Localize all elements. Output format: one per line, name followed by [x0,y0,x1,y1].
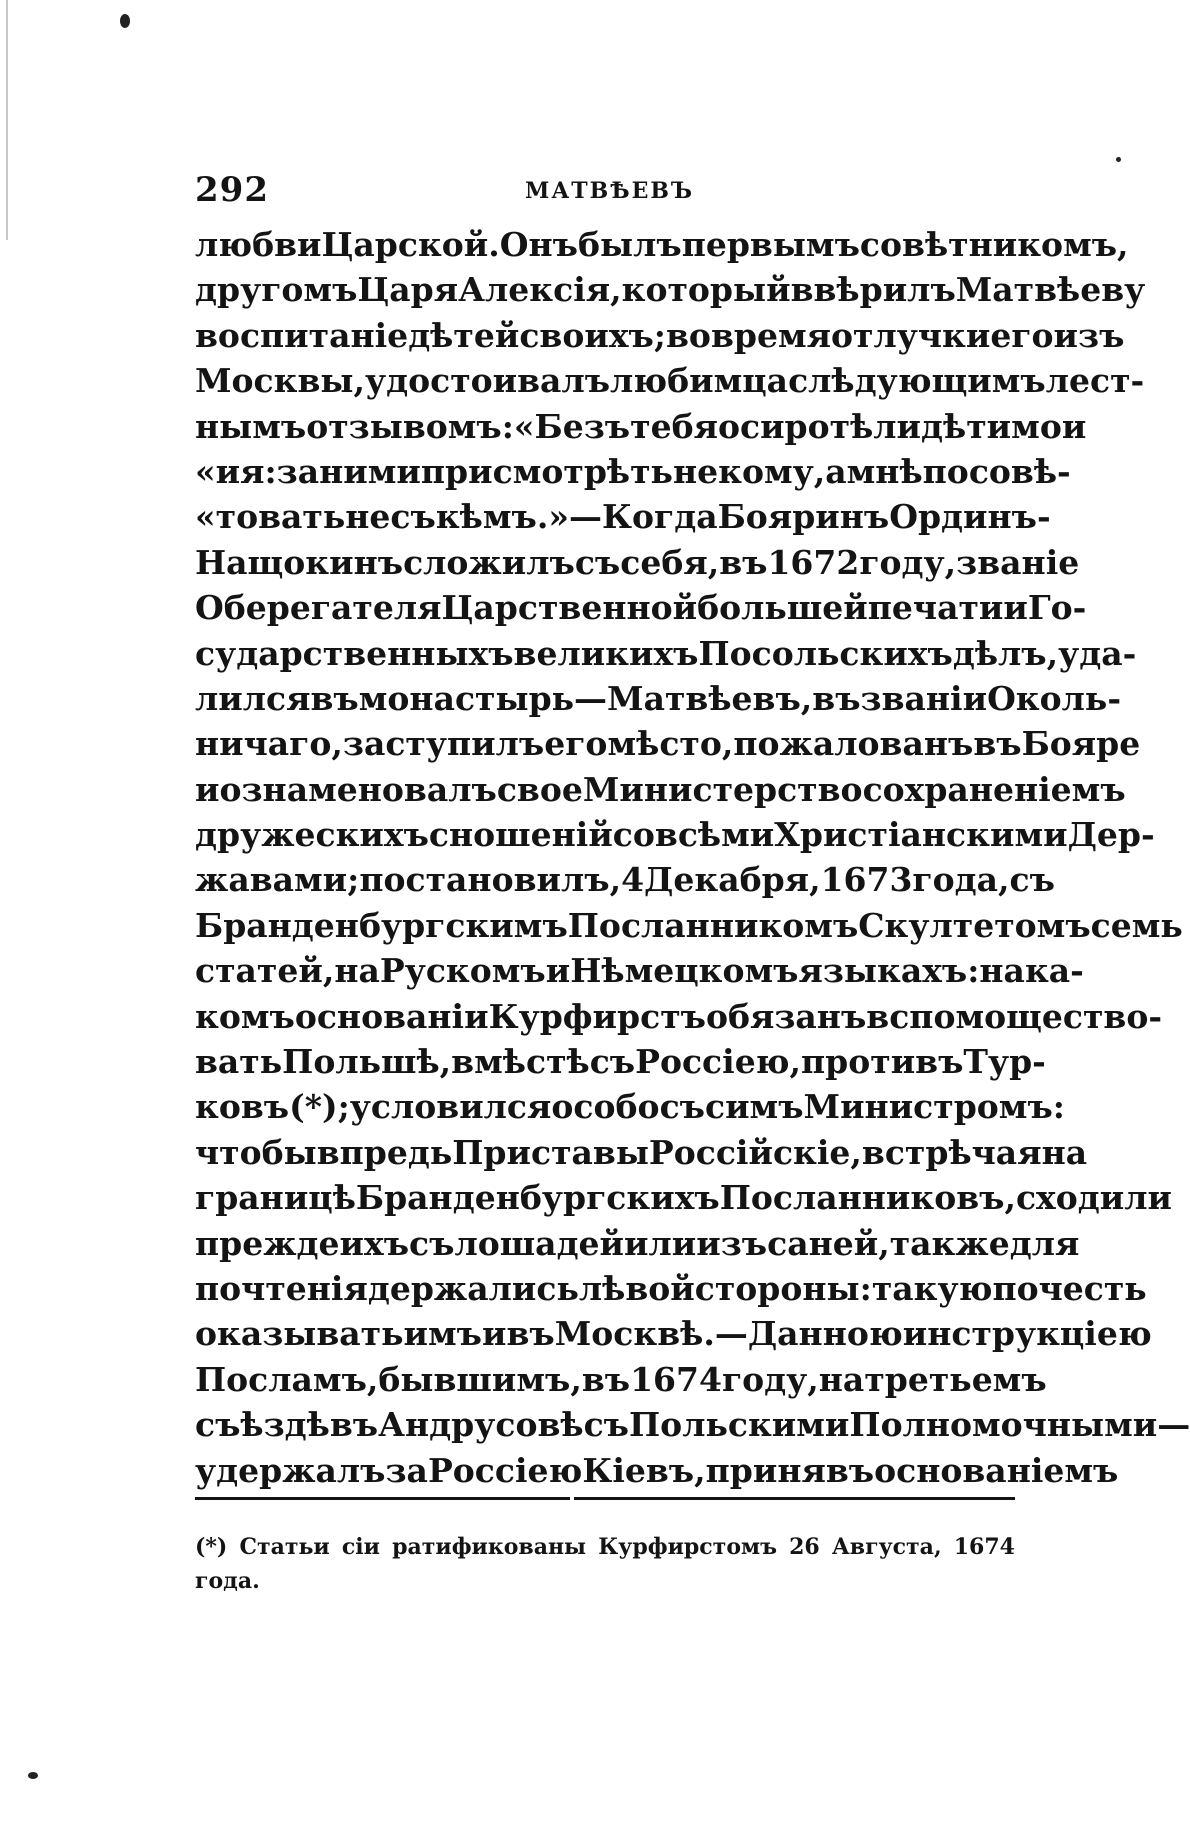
word: удостоивалъ [364,361,611,401]
word: сохраненіемъ [862,769,1126,809]
word: съ [390,497,436,537]
word: Посланниковъ, [719,1178,1016,1218]
text-line [195,1448,1119,1493]
word: также [889,1223,1010,1263]
word: почесть [992,1268,1147,1308]
word: изъ [696,1223,768,1263]
footnote [195,1530,1015,1598]
word: и [482,1314,507,1354]
word: году, [721,1359,819,1399]
word: Скултетомъ [858,905,1091,945]
word: ничаго, [195,724,343,764]
word: пожалованъ [733,724,974,764]
word: съ [583,1405,630,1445]
word: вмѣстѣ [451,1042,590,1082]
running-head [195,170,1015,218]
word: съ [1009,860,1055,900]
word: принявъ [705,1450,875,1490]
word: 1674 [630,1359,722,1399]
footnote-word: Курфирстомъ [598,1534,777,1560]
word: кому, [718,451,826,491]
word: за [385,1450,428,1490]
text-line [195,1130,1088,1175]
word: Бранденбургскимъ [195,905,568,945]
word: семь [1090,905,1183,945]
text-line [195,540,1080,585]
word: Оберегателя [195,588,442,628]
word: Посламъ, [195,1359,379,1399]
word: ними [319,451,421,491]
word: — [574,678,608,718]
text-line [195,1084,1065,1129]
text-line [195,812,1155,857]
word: ввѣрилъ [790,270,956,310]
word: Христіанскими [774,815,1068,855]
word: такую [871,1268,993,1308]
word: 4 [621,860,645,900]
page-number: 292 [195,170,269,210]
word: ихъ [339,1223,410,1263]
scan-margin-line [6,0,8,240]
word: посовѣ- [922,451,1071,491]
word: или [624,1223,697,1263]
word: держались [367,1268,579,1308]
word: на [1041,1132,1088,1172]
word: 1673 [820,860,913,900]
word: а [825,451,847,491]
word: Дер- [1067,815,1155,855]
text-line [195,994,1163,1039]
word: прежде [195,1223,340,1263]
word: Министерство [582,769,863,809]
word: сходили [1015,1178,1172,1218]
word: Матвѣевъ, [607,678,813,718]
word: дружескихъ [195,815,429,855]
word: Околь- [987,678,1122,718]
word: чтобы [195,1132,317,1172]
word: Матвѣеву [955,270,1146,310]
word: Андрусовѣ [378,1405,584,1445]
word: году, [859,542,957,582]
text-line [195,676,1122,721]
footnote-rule-right [574,1497,1015,1500]
text-line [195,721,1141,766]
word: постановилъ, [359,860,622,900]
footnote-rule [195,1497,1015,1501]
footnote-word: сіи [341,1534,380,1560]
word: ознаменовалъ [219,769,497,809]
footnote-text: года. [195,1568,260,1594]
word: изъ [1053,315,1125,355]
word: любви [195,225,322,264]
text-line [195,494,1051,539]
word: года, [912,860,1010,900]
word: третьемъ [864,1359,1047,1399]
text-line [195,1402,1190,1447]
footnote-word: 26 [789,1534,820,1560]
word: «товать [195,497,346,537]
word: въ [329,1405,379,1445]
word: границѣ [195,1178,356,1218]
word: который [621,270,791,310]
word: на [818,1359,865,1399]
word: воспитаніе [195,315,409,355]
text-line [195,358,1145,403]
word: время [710,315,831,355]
word: комъ [195,996,295,1036]
word: осиротѣли [717,406,922,446]
word: за [276,451,320,491]
text-line [195,585,1087,630]
word: уда- [1058,633,1137,673]
word: нымъ [195,406,307,446]
text-line [195,1266,1147,1311]
word: обязанъ [705,996,867,1036]
word: лошадей [454,1223,625,1263]
ink-speck [120,14,130,28]
word: Москвы, [195,361,365,401]
word: Посольскихъ [698,633,953,673]
text-line [195,767,1126,812]
word: кѣмъ.» [435,497,569,537]
word: впредь [316,1132,453,1172]
footnote-word: 1674 [953,1534,1015,1560]
word: званіе [956,542,1080,582]
footnote-word: ратификованы [392,1534,587,1560]
word: Царя [357,270,459,310]
text-line [195,1311,1152,1356]
word: мнѣ [846,451,923,491]
word: заступилъ [342,724,545,764]
word: сударственныхъ [195,633,514,673]
word: особо [551,1087,660,1127]
word: для [1009,1223,1080,1263]
ink-speck [28,1772,38,1779]
text-line [195,449,1071,494]
word: саней, [767,1223,890,1263]
word: съ [409,1223,455,1263]
word: Полномочными— [849,1405,1190,1445]
text-line [195,1221,1080,1266]
word: симъ [704,1087,804,1127]
word: любимца [610,361,789,401]
word: былъ [578,225,682,264]
word: печати [867,588,1004,628]
body-text [195,222,1190,1493]
word: — [714,1314,748,1354]
text-line [195,903,1183,948]
footnote-rule-left [195,1497,570,1500]
word: Россіею [427,1450,583,1490]
word: Рускомъ [379,951,546,991]
text-line [195,313,1125,358]
word: съ [589,1042,636,1082]
footnote-word: (*) [195,1534,228,1560]
word: условился [349,1087,552,1127]
word: удержалъ [195,1450,386,1490]
word: Курфирстъ [488,996,706,1036]
word: Нѣмецкомъ [570,951,799,991]
text-line [195,857,1055,902]
word: Кіевъ, [582,1450,706,1490]
word: Польскими [629,1405,850,1445]
footnote-word: Августа, [831,1534,942,1560]
word: ка- [1024,951,1084,991]
word: лился [195,678,311,718]
word: «Безъ [513,406,631,446]
word: дѣтей [408,315,520,355]
word: большей [697,588,868,628]
word: Когда [601,497,718,537]
word: въ [581,1359,631,1399]
word: сложилъ [403,542,575,582]
footnote-line [195,1530,1015,1564]
word: въ [973,724,1022,764]
word: во [666,315,711,355]
word: монастырь [358,678,575,718]
word: Декабря, [644,860,821,900]
word: себя, [620,542,720,582]
word: Россіею, [635,1042,802,1082]
text-line [195,1039,1046,1084]
word: своихъ; [519,315,666,355]
word: свое [496,769,583,809]
word: не [672,451,719,491]
word: его [990,315,1054,355]
footnote-word: Статьи [239,1534,330,1560]
word: въ [310,678,359,718]
word: въ [812,678,861,718]
word: основаніи [294,996,489,1036]
word: на [979,951,1025,991]
word: Ординъ- [889,497,1051,537]
word: бывшимъ, [378,1359,582,1399]
word: 1672 [767,542,860,582]
word: жавами; [195,860,360,900]
word: Го- [1027,588,1087,628]
word: дѣти [921,406,1012,446]
word: и [1003,588,1028,628]
word: Бранденбургскихъ [355,1178,720,1218]
word: оказывать [195,1314,404,1354]
word: почтенія [195,1268,368,1308]
word: лест- [1045,361,1145,401]
word: имъ [403,1314,482,1354]
word: всѣми [654,815,775,855]
word: въ [506,1314,555,1354]
word: языкахъ: [798,951,980,991]
word: отлучки [831,315,991,355]
word: вспомощество- [866,996,1163,1036]
running-title: МАТВѢЕВЪ [525,178,695,204]
text-line [195,948,1084,993]
word: и [545,951,571,991]
word: лѣвой [578,1268,695,1308]
ink-speck [1116,157,1121,162]
word: его [544,724,608,764]
word: Польшѣ, [282,1042,452,1082]
word: дѣлъ, [952,633,1059,673]
word: первымъ [681,225,860,264]
word: совѣтникомъ, [859,225,1129,264]
word: Царской. [321,225,500,264]
word: со [612,815,655,855]
text-line [195,267,1146,312]
word: въ [719,542,768,582]
word: я: [240,451,277,491]
word: присмотрѣть [420,451,673,491]
page-content [195,170,1190,1493]
word: вать [195,1042,283,1082]
word: основаніемъ [874,1450,1119,1490]
word: противъ [801,1042,964,1082]
word: (*); [289,1087,350,1127]
word: ковъ [195,1087,290,1127]
word: Москвѣ. [554,1314,715,1354]
word: слѣдующимъ [788,361,1046,401]
text-line [195,222,1129,267]
word: Царственной [441,588,698,628]
word: Алексія, [458,270,622,310]
word: Бояре [1021,724,1141,764]
text-line [195,1357,1047,1402]
word: съѣздѣ [195,1405,330,1445]
word: и [195,769,220,809]
word: статей, [195,951,335,991]
word: съ [659,1087,705,1127]
word: Данною [747,1314,903,1354]
word: Тур- [963,1042,1046,1082]
word: Бояринъ [717,497,890,537]
word: Онъ [499,225,578,264]
text-line [195,404,1087,449]
word: Нащокинъ [195,542,404,582]
word: Россійскіе, [648,1132,862,1172]
word: стороны: [694,1268,872,1308]
word: «и [195,451,241,491]
word: тебя [630,406,718,446]
word: Посланникомъ [567,905,859,945]
word: сношеній [428,815,613,855]
word: другомъ [195,270,358,310]
word: мѣсто, [607,724,734,764]
word: на [334,951,380,991]
word: званіи [860,678,988,718]
footnote-line [195,1564,1015,1598]
word: съ [574,542,621,582]
word: Приставы [452,1132,649,1172]
word: отзывомъ: [306,406,514,446]
word: мои [1011,406,1087,446]
text-line [195,1175,1172,1220]
word: встрѣчая [861,1132,1042,1172]
word: не [345,497,391,537]
word: — [568,497,602,537]
word: великихъ [513,633,699,673]
word: Министромъ: [803,1087,1065,1127]
word: инструкціею [902,1314,1152,1354]
text-line [195,631,1137,676]
